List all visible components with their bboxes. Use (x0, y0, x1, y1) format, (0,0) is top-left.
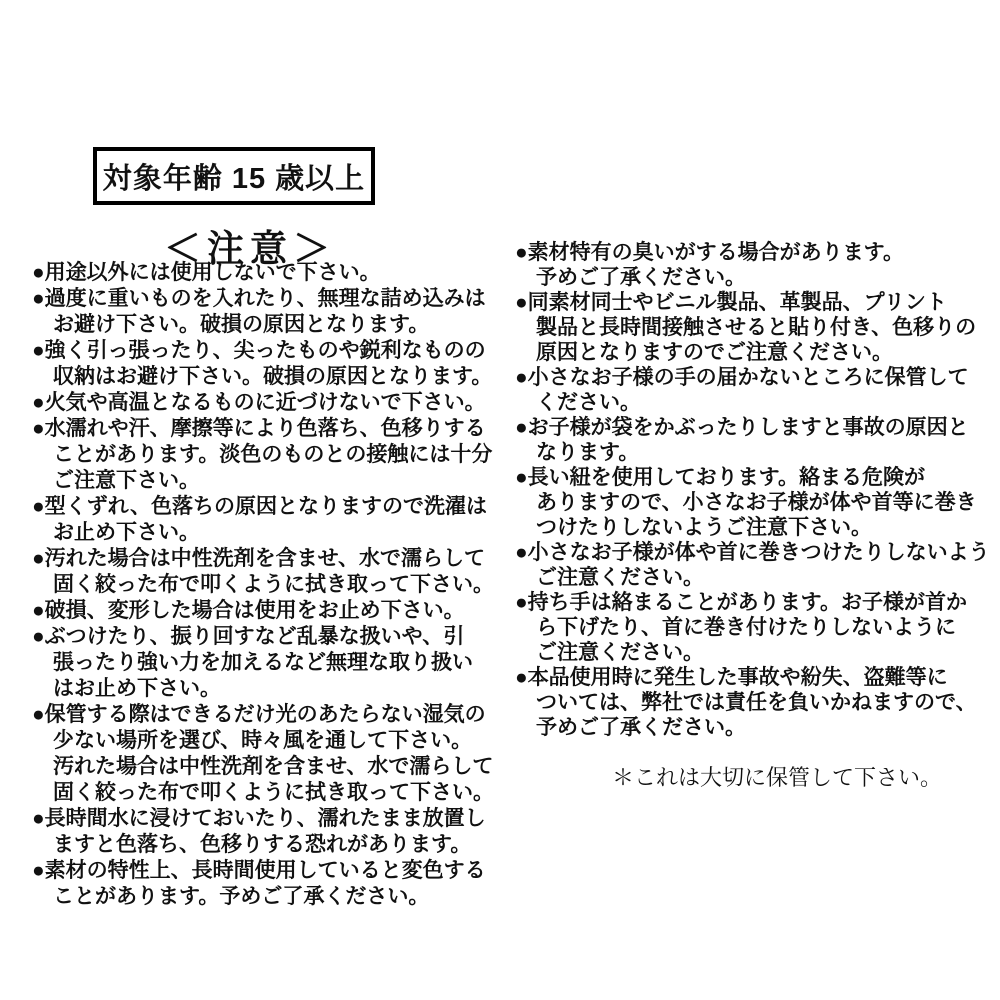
notice-item-continuation-line: 少ない場所を選び、時々風を通して下さい。 (53, 729, 473, 752)
notice-item-line: ●火気や高温となるものに近づけないで下さい。 (32, 391, 486, 414)
notice-item-continuation-line: ことがあります。予めご了承ください。 (53, 885, 430, 908)
notice-item-continuation-line: ご注意ください。 (536, 566, 704, 589)
notice-item-continuation-line: 固く絞った布で叩くように拭き取って下さい。 (53, 781, 494, 804)
notice-item-continuation-line: ご注意ください。 (536, 641, 704, 664)
notice-item-continuation-line: なります。 (536, 441, 640, 464)
notice-item-continuation-line: 固く絞った布で叩くように拭き取って下さい。 (53, 573, 494, 596)
notice-item-continuation-line: お避け下さい。破損の原因となります。 (53, 313, 430, 336)
notice-item-line: ●小さなお子様が体や首に巻きつけたりしないよう (515, 541, 990, 564)
right-column (515, 240, 1000, 740)
notice-item-line: ●素材特有の臭いがする場合があります。 (515, 241, 905, 264)
notice-item-continuation-line: 原因となりますのでご注意ください。 (536, 341, 893, 364)
notice-item-line: ●破損、変形した場合は使用をお止め下さい。 (32, 599, 465, 622)
notice-item-line: ●水濡れや汗、摩擦等により色落ち、色移りする (32, 417, 486, 440)
notice-item-continuation-line: 予めご了承ください。 (536, 266, 746, 289)
caution-heading: ＜注意＞ (164, 228, 336, 269)
notice-item-line: ●長時間水に浸けておいたり、濡れたまま放置し (32, 807, 486, 830)
notice-item-line: ●長い紐を使用しております。絡まる危険が (515, 466, 926, 489)
notice-item-continuation-line: 予めご了承ください。 (536, 716, 746, 739)
notice-item-continuation-line: ことがあります。淡色のものとの接触には十分 (53, 443, 493, 466)
notice-item-continuation-line: ありますので、小さなお子様が体や首等に巻き (536, 491, 977, 514)
notice-item-line: ●強く引っ張ったり、尖ったものや鋭利なものの (32, 339, 486, 362)
notice-item-continuation-line: ください。 (536, 391, 641, 414)
notice-item-line: ●本品使用時に発生した事故や紛失、盗難等に (515, 666, 948, 689)
notice-item-continuation-line: つけたりしないようご注意下さい。 (536, 516, 872, 539)
notice-item-line: ●型くずれ、色落ちの原因となりますので洗濯は (32, 495, 487, 518)
notice-item-continuation-line: ご注意下さい。 (53, 469, 200, 492)
age-limit-text: 対象年齢 15 歳以上 (102, 162, 366, 195)
notice-item-line: ●同素材同士やビニル製品、革製品、プリント (515, 291, 947, 314)
notice-item-continuation-line: ら下げたり、首に巻き付けたりしないように (536, 616, 956, 639)
notice-item-line: ●素材の特性上、長時間使用していると変色する (32, 859, 486, 882)
notice-item-continuation-line: 収納はお避け下さい。破損の原因となります。 (53, 365, 493, 388)
notice-item-line: ●用途以外には使用しないで下さい。 (32, 261, 381, 284)
notice-item-continuation-line: 製品と長時間接触させると貼り付き、色移りの (536, 316, 977, 339)
age-limit-box (93, 147, 375, 205)
notice-item-continuation-line: 汚れた場合は中性洗剤を含ませ、水で濡らして (53, 755, 494, 778)
notice-item-continuation-line: ついては、弊社では責任を負いかねますので、 (536, 691, 977, 714)
notice-item-line: ●小さなお子様の手の届かないところに保管して (515, 366, 969, 389)
left-column (32, 260, 498, 910)
notice-item-line: ●過度に重いものを入れたり、無理な詰め込みは (32, 287, 486, 310)
notice-item-continuation-line: 張ったり強い力を加えるなど無理な取り扱い (53, 651, 473, 674)
notice-item-continuation-line: はお止め下さい。 (53, 677, 221, 700)
notice-item-line: ●ぶつけたり、振り回すなど乱暴な扱いや、引 (32, 625, 465, 648)
notice-item-line: ●お子様が袋をかぶったりしますと事故の原因と (515, 416, 969, 439)
notice-item-continuation-line: ますと色落ち、色移りする恐れがあります。 (53, 833, 472, 856)
footnote: ＊これは大切に保管して下さい。 (612, 765, 943, 790)
notice-item-line: ●汚れた場合は中性洗剤を含ませ、水で濡らして (32, 547, 486, 570)
notice-item-line: ●持ち手は絡まることがあります。お子様が首か (515, 591, 968, 614)
notice-item-continuation-line: お止め下さい。 (53, 521, 200, 544)
notice-item-line: ●保管する際はできるだけ光のあたらない湿気の (32, 703, 486, 726)
